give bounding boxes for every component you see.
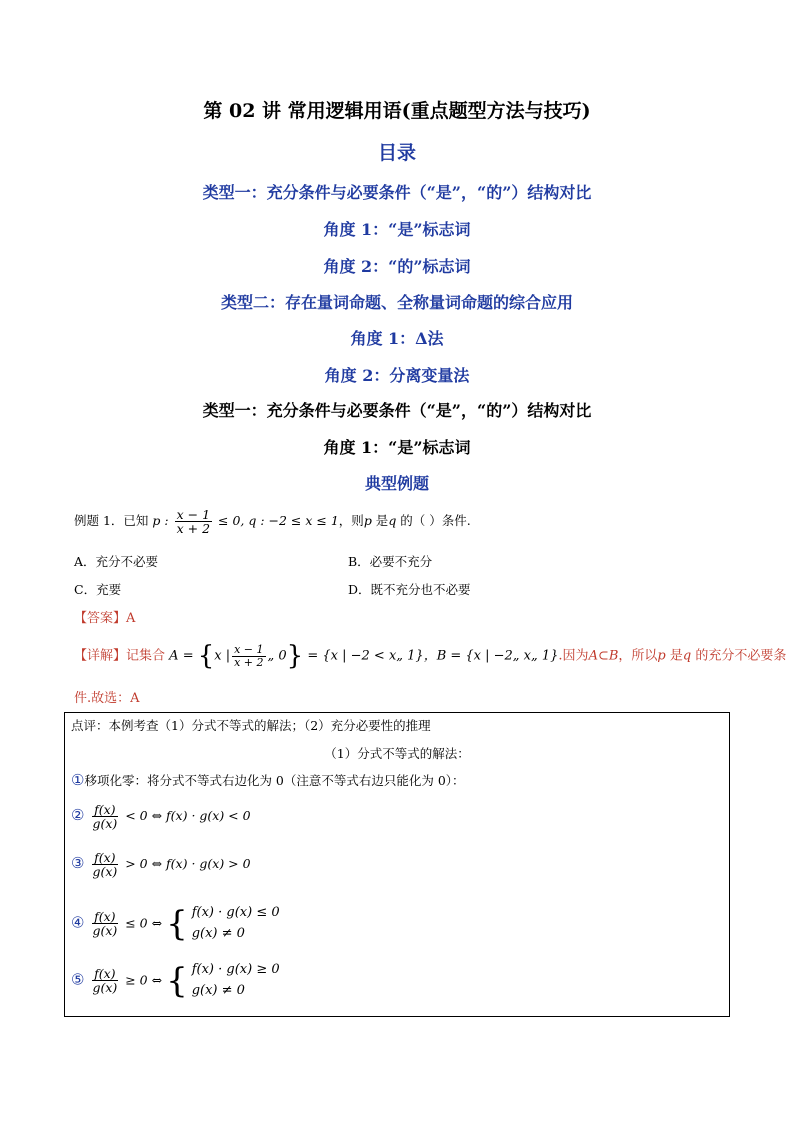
note-rule-2: ② $\frac{f(x)}{g(x)}$ < 0 ⇔ f(x) · g(x) < 0 <box>71 802 251 832</box>
toc-item-delta-method[interactable]: 角度 1：Δ法 <box>350 329 444 348</box>
answer-line: 【答案】A <box>74 611 136 626</box>
toc-item-type1[interactable]: 类型一：充分条件与必要条件（“是”，“的”）结构对比 <box>202 183 592 202</box>
note-rule-3: ③ $\frac{f(x)}{g(x)}$ > 0 ⇔ f(x) · g(x) > 0 <box>71 850 251 880</box>
note-subheading: （1）分式不等式的解法： <box>324 746 470 761</box>
section-angle-heading: 角度 1：“是”标志词 <box>323 438 471 457</box>
toc-heading: 目录 <box>377 142 416 164</box>
option-c[interactable]: C．充要 <box>74 582 122 597</box>
fraction: $\frac{x - 1}{x + 2}$ <box>176 507 211 537</box>
section-type-heading: 类型一：充分条件与必要条件（“是”，“的”）结构对比 <box>202 401 592 420</box>
option-d[interactable]: D．既不充分也不必要 <box>348 582 471 597</box>
toc-item-angle1[interactable]: 角度 1：“是”标志词 <box>323 220 471 239</box>
note-rule-5: ⑤ $\frac{f(x)}{g(x)}$ ≥ 0 ⇔ { f(x) · g(x) ≥ 0 g(x) ≠ 0 <box>71 960 280 1001</box>
note-line-1: 点评：本例考查（1）分式不等式的解法；（2）充分必要性的推理 <box>71 718 431 733</box>
detail-line: 【详解】记集合 A = {x | $\frac{x - 1}{x + 2}$ „ 0} = {x | −2 < x„ 1}，B = {x | −2„ x„ 1}.因为A⊂B，所以p 是q 的充分不必要条 <box>74 641 787 671</box>
example-1-question: 例题 1．已知 p : $\frac{x - 1}{x + 2}$ ≤ 0, q : −2 ≤ x ≤ 1，则p 是q 的（ ）条件. <box>74 507 471 537</box>
toc-item-separation-method[interactable]: 角度 2：分离变量法 <box>324 366 470 385</box>
note-box <box>64 712 730 1017</box>
option-a[interactable]: A．充分不必要 <box>74 554 159 569</box>
note-rule-4: ④ $\frac{f(x)}{g(x)}$ ≤ 0 ⇔ { f(x) · g(x) ≤ 0 g(x) ≠ 0 <box>71 903 280 944</box>
page-title: 第 02 讲 常用逻辑用语(重点题型方法与技巧) <box>203 100 591 122</box>
toc-item-angle2[interactable]: 角度 2：“的”标志词 <box>323 257 471 276</box>
toc-item-type2[interactable]: 类型二：存在量词命题、全称量词命题的综合应用 <box>220 293 573 312</box>
option-b[interactable]: B．必要不充分 <box>348 554 433 569</box>
note-step-1: ①移项化零：将分式不等式右边化为 0（注意不等式右边只能化为 0）： <box>71 771 465 789</box>
detail-line-2: 件.故选：A <box>74 691 140 706</box>
examples-heading: 典型例题 <box>364 474 429 493</box>
